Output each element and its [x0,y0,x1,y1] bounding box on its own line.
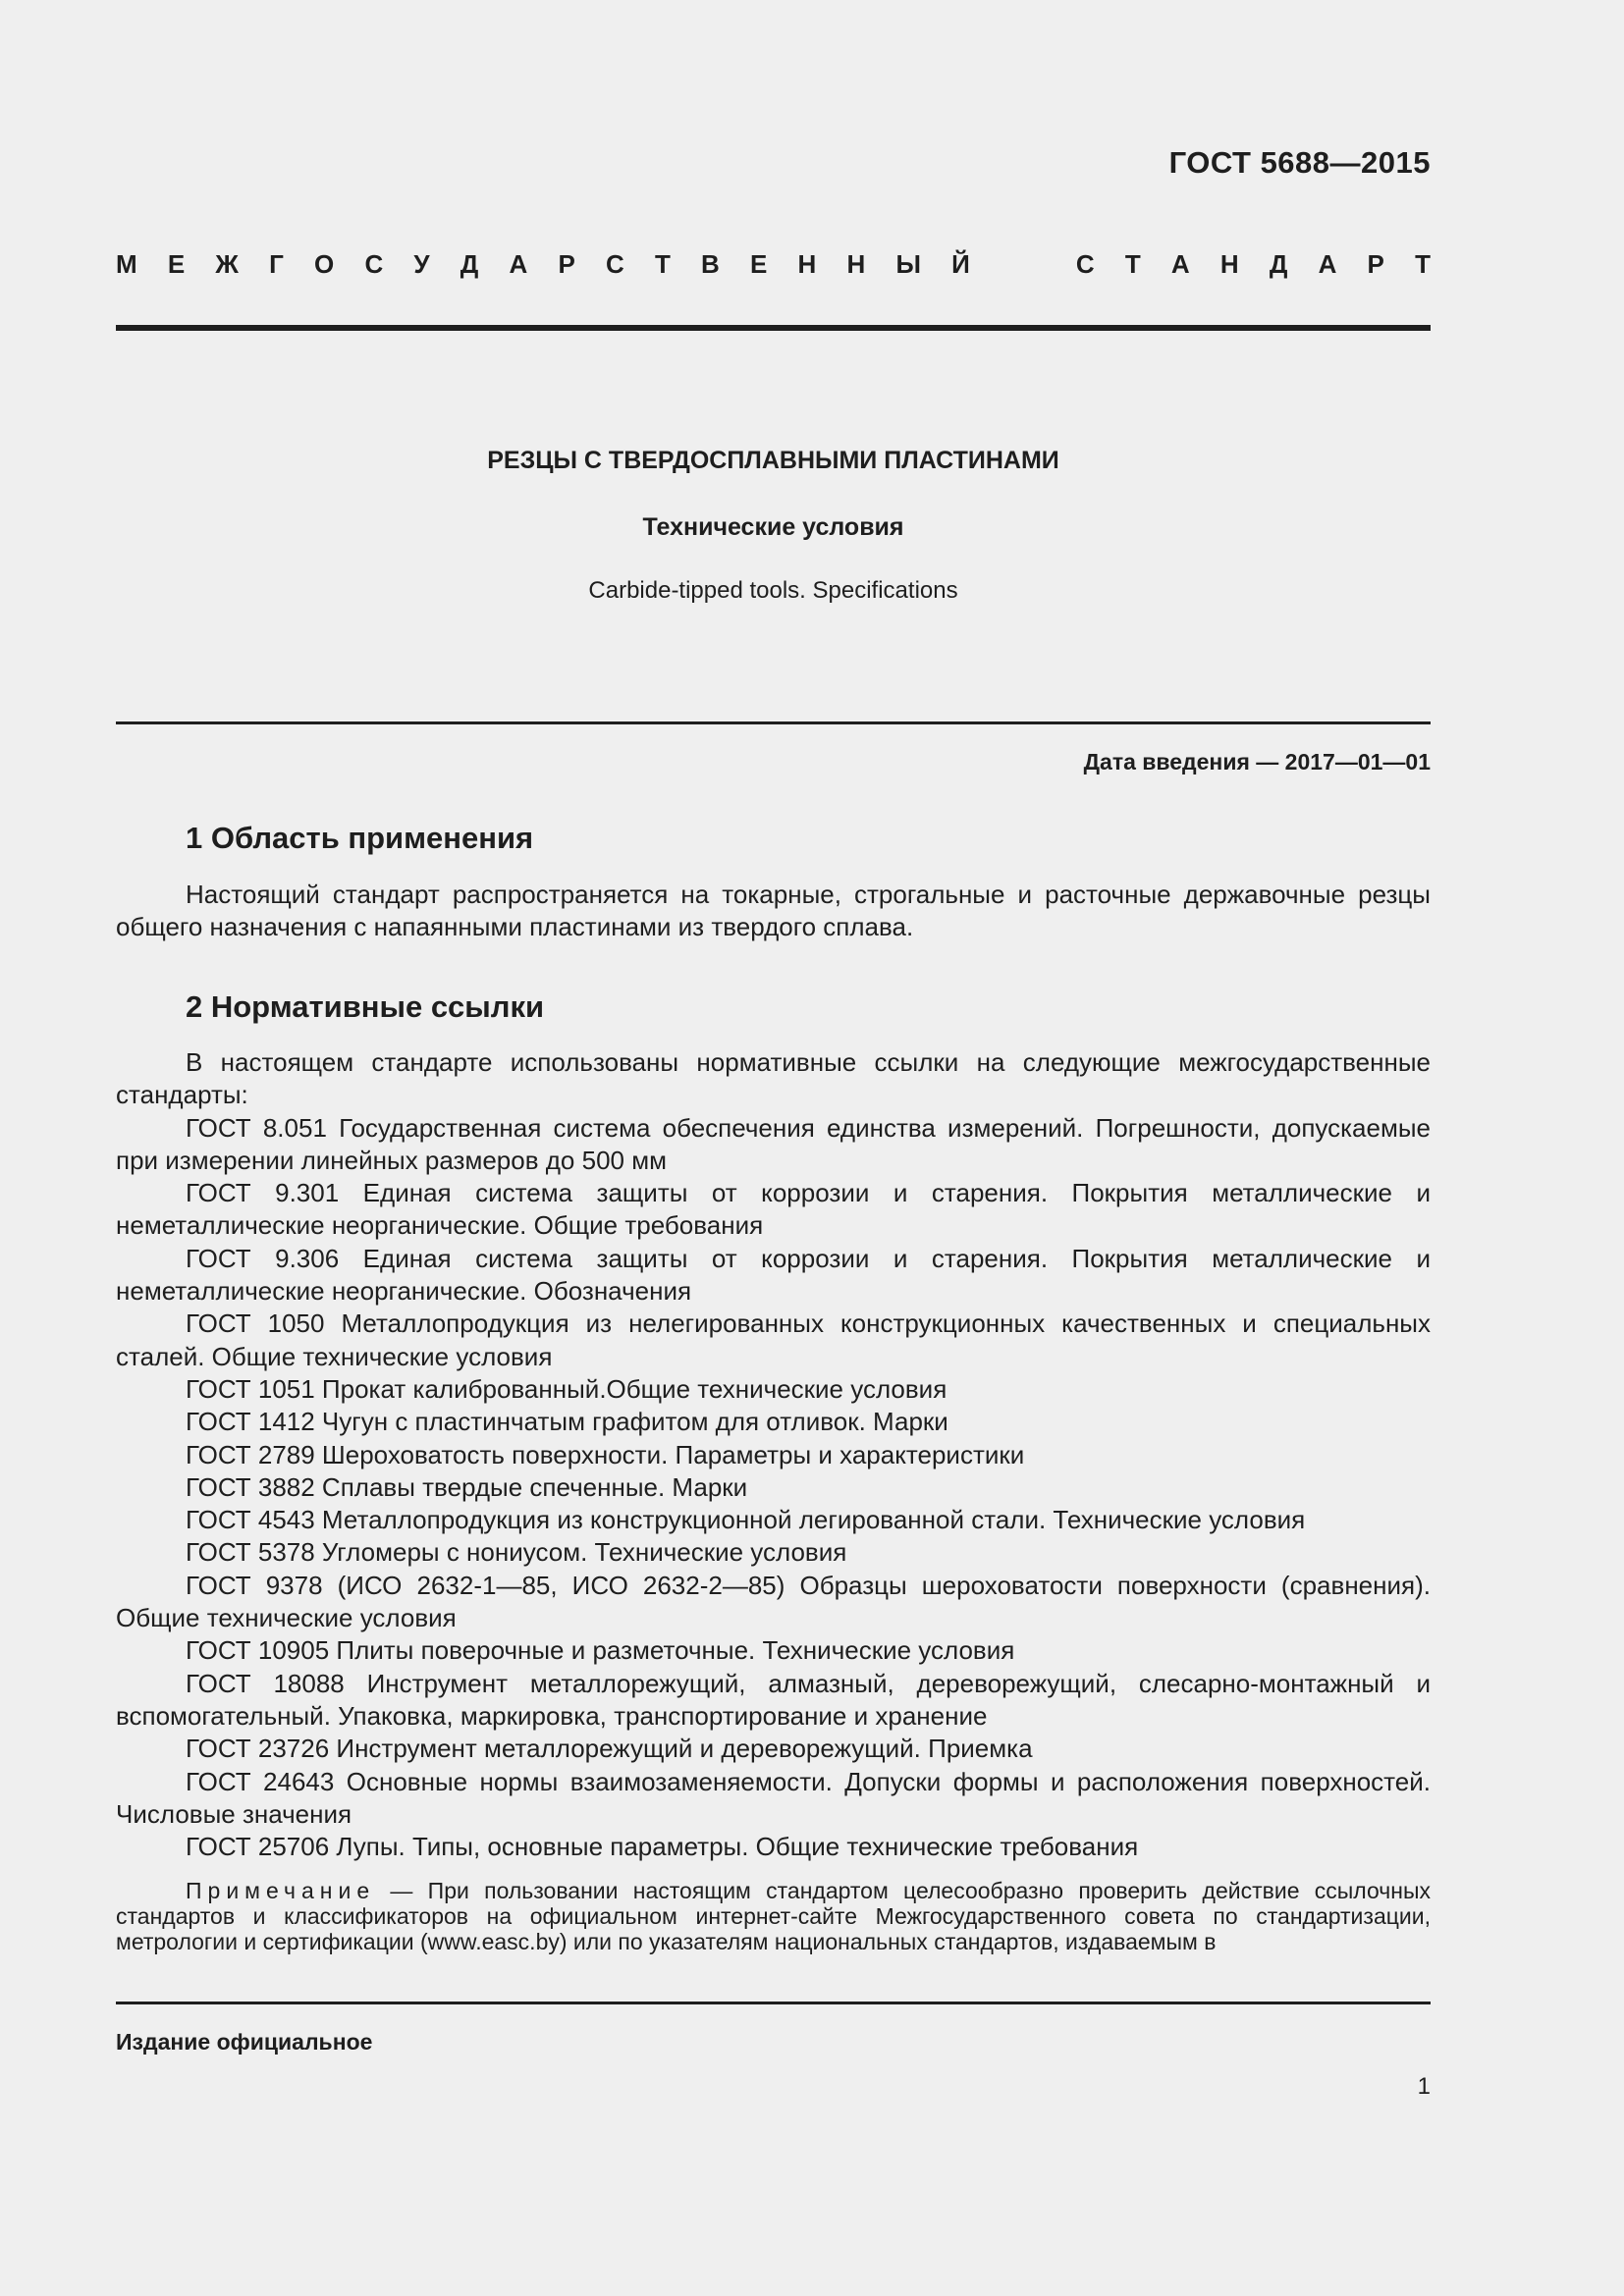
header-letter: С [606,249,624,279]
title-rule [116,721,1431,724]
header-letter: С [1075,249,1095,279]
header-word-gap [1038,249,1045,280]
english-title: Carbide-tipped tools. Specifications [588,577,958,604]
header-letter: Н [846,249,866,279]
section-2-body [116,1046,1431,1863]
reference-item: ГОСТ 9.306 Единая система защиты от коррозии и старения. Покрытия металлические и неметаллические неорганические. Обозначения [116,1243,1431,1307]
section-1-heading: 1 Область применения [186,821,534,855]
header-letter: О [314,249,335,279]
header-letter: А [1318,249,1337,279]
note-label: Примечание [186,1878,376,1903]
header-letter: Д [1269,249,1288,279]
header-letter: А [509,249,528,279]
reference-item: ГОСТ 10905 Плиты поверочные и разметочные. Технические условия [186,1635,1015,1666]
reference-item: ГОСТ 23726 Инструмент металлорежущий и дереворежущий. Приемка [186,1734,1033,1764]
reference-item: ГОСТ 9.301 Единая система защиты от коррозии и старения. Покрытия металлические и неметаллические неорганические. Общие требования [116,1178,1431,1241]
note [116,1878,1431,1954]
introduction-date: Дата введения — 2017—01—01 [1083,749,1431,774]
document-title: РЕЗЦЫ С ТВЕРДОСПЛАВНЫМИ ПЛАСТИНАМИ [487,447,1059,474]
header-rule [116,325,1431,331]
paragraph: В настоящем стандарте использованы нормативные ссылки на следующие межгосударственные стандарты: [116,1047,1431,1110]
standard-type-header [116,249,1431,280]
document-number: ГОСТ 5688—2015 [1168,145,1431,180]
header-letter: М [116,249,137,279]
header-letter: С [364,249,384,279]
header-letter: Н [1219,249,1239,279]
header-letter: В [701,249,720,279]
header-letter: Д [460,249,479,279]
header-letter: Т [1415,249,1431,279]
header-letter: Т [654,249,671,279]
header-letter: Е [750,249,768,279]
note-text: — При пользовании настоящим стандартом целесообразно проверить действие ссылочных стандартов и классификаторов на официальном интернет-сайте Межгосударственного совета по стандартизации, метрологии и сертификации (www.easc.by) или по указателям национальных стандартов, издаваемым в [116,1878,1431,1954]
reference-item: ГОСТ 3882 Сплавы твердые спеченные. Марки [186,1471,748,1502]
header-letter: А [1170,249,1190,279]
header-letter: Ы [895,249,921,279]
header-letter: Р [558,249,575,279]
header-letter: Г [269,249,284,279]
header-letter: Ж [215,249,239,279]
document-subtitle: Технические условия [642,513,904,541]
header-word-gap [1001,249,1007,280]
header-letter: Й [951,249,970,279]
reference-item: ГОСТ 9378 (ИСО 2632-1—85, ИСО 2632-2—85) Образцы шероховатости поверхности (сравнения). Общие технические условия [116,1570,1431,1633]
paragraph: Настоящий стандарт распространяется на токарные, строгальные и расточные державочные резцы общего назначения с напаянными пластинами из твердого сплава. [116,880,1431,942]
header-letter: Е [167,249,186,279]
reference-item: ГОСТ 4543 Металлопродукция из конструкционной легированной стали. Технические условия [186,1505,1306,1535]
header-letter: У [413,249,430,279]
header-letter: Н [797,249,817,279]
footer-rule [116,2002,1431,2004]
page-number: 1 [1417,2073,1431,2100]
reference-item: ГОСТ 24643 Основные нормы взаимозаменяемости. Допуски формы и расположения поверхностей. Числовые значения [116,1766,1431,1829]
reference-item: ГОСТ 5378 Угломеры с нониусом. Технические условия [186,1537,847,1568]
reference-item: ГОСТ 1051 Прокат калиброванный.Общие технические условия [186,1373,947,1404]
header-letter: Р [1367,249,1384,279]
reference-item: ГОСТ 18088 Инструмент металлорежущий, алмазный, дереворежущий, слесарно-монтажный и вспомогательный. Упаковка, маркировка, транспортирование и хранение [116,1668,1431,1731]
header-letter: Т [1124,249,1141,279]
reference-item: ГОСТ 1050 Металлопродукция из нелегированных конструкционных качественных и специальных сталей. Общие технические условия [116,1308,1431,1371]
note-paragraph [116,1878,1431,1954]
section-2-heading: 2 Нормативные ссылки [186,989,545,1024]
reference-item: ГОСТ 25706 Лупы. Типы, основные параметры. Общие технические требования [186,1832,1139,1862]
reference-item: ГОСТ 1412 Чугун с пластинчатым графитом для отливок. Марки [186,1407,948,1437]
reference-item: ГОСТ 8.051 Государственная система обеспечения единства измерений. Погрешности, допускаемые при измерении линейных размеров до 500 мм [116,1112,1431,1175]
section-1-body [116,879,1431,944]
reference-item: ГОСТ 2789 Шероховатость поверхности. Параметры и характеристики [186,1439,1025,1469]
official-edition-label: Издание официальное [116,2029,373,2055]
